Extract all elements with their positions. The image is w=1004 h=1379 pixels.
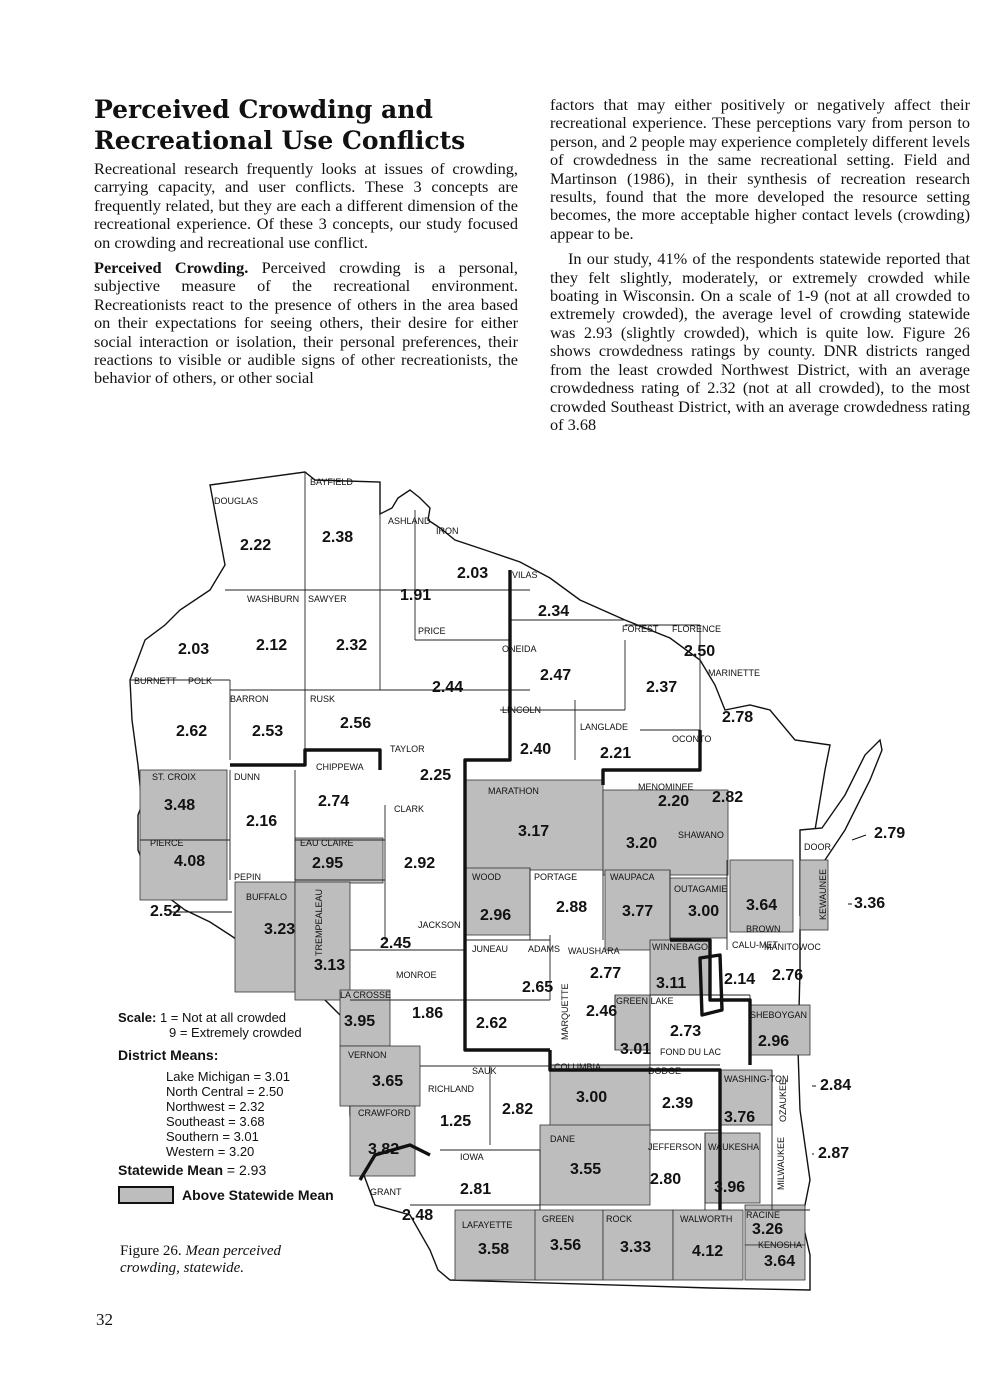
county-value-dodge: 2.39 — [662, 1095, 694, 1112]
county-value-marquette: 2.46 — [586, 1003, 618, 1020]
county-name-oconto: OCONTO — [672, 734, 712, 744]
intro-paragraph: Recreational research frequently looks at issues of crowding, carrying capacity, and user conflicts. These 3 concepts are frequently related, but they are each a different dimension of the recreational experience. Of these 3 concepts, our study focused on crowding and recreational use conflict. — [94, 159, 518, 252]
map-legend — [118, 1010, 348, 1204]
county-name-iowa: IOWA — [460, 1152, 484, 1162]
county-name-sheboygan: SHEBOYGAN — [750, 1010, 808, 1020]
county-value-st-croix: 3.48 — [164, 797, 196, 814]
county-name-lafayette: LAFAYETTE — [462, 1220, 513, 1230]
left-column — [94, 160, 518, 388]
county-name-shawano: SHAWANO — [678, 830, 724, 840]
county-name-lincoln: LINCOLN — [502, 705, 542, 715]
county-value-lafayette: 3.58 — [478, 1241, 510, 1258]
page-number: 32 — [96, 1310, 113, 1329]
county-value-winnebago: 3.11 — [656, 975, 687, 992]
county-name-washing-ton: WASHING-TON — [724, 1074, 789, 1084]
county-name-door: DOOR — [804, 842, 831, 852]
county-name-waushara: WAUSHARA — [568, 946, 620, 956]
section-heading — [94, 94, 514, 156]
county-name-la-crosse: LA CROSSE — [340, 990, 392, 1000]
county-value-marinette: 2.78 — [722, 709, 754, 726]
county-name-waukesha: WAUKESHA — [708, 1142, 760, 1152]
county-value-grant: 2.48 — [402, 1207, 434, 1224]
county-value-washburn: 2.12 — [256, 637, 288, 654]
county-value-calu-met: 2.14 — [724, 971, 756, 988]
district-item: Southeast = 3.68 — [166, 1114, 265, 1129]
county-name-outagamie: OUTAGAMIE — [674, 884, 728, 894]
county-name-portage: PORTAGE — [534, 872, 578, 882]
county-name-grant: GRANT — [370, 1187, 402, 1197]
heading-line-1: Perceived Crowding and — [94, 95, 433, 124]
county-name-vilas: VILAS — [512, 570, 538, 580]
above-mean-swatch — [118, 1186, 174, 1204]
county-value-crawford: 3.82 — [368, 1141, 400, 1158]
county-name-sauk: SAUK — [472, 1066, 497, 1076]
county-value-sawyer: 2.32 — [336, 637, 368, 654]
county-name-jackson: JACKSON — [418, 920, 461, 930]
county-value-chippewa: 2.74 — [318, 793, 350, 810]
county-name-adams: ADAMS — [528, 944, 561, 954]
county-value-polk: 2.62 — [176, 723, 208, 740]
county-value-green: 3.56 — [550, 1237, 582, 1254]
county-value-brown: 3.64 — [746, 897, 778, 914]
county-name-marquette: MARQUETTE — [560, 983, 570, 1040]
county-name-juneau: JUNEAU — [472, 944, 509, 954]
county-name-pepin: PEPIN — [234, 872, 262, 882]
county-value-portage: 2.88 — [556, 899, 588, 916]
county-value-waupaca: 3.77 — [622, 903, 654, 920]
county-name-green-lake: GREEN LAKE — [616, 996, 674, 1006]
county-value-outagamie: 3.00 — [688, 903, 720, 920]
county-value-lincoln: 2.40 — [520, 741, 552, 758]
county-name-ozaukee: OZAUKEE — [778, 1078, 788, 1122]
figure-caption — [120, 1243, 320, 1277]
county-value-vilas: 2.34 — [538, 603, 570, 620]
county-name-racine: RACINE — [746, 1210, 781, 1220]
county-name-fond-du-lac: FOND DU LAC — [660, 1047, 722, 1057]
county-name-calu-met: CALU-MET — [732, 940, 779, 950]
county-name-brown: BROWN — [746, 924, 781, 934]
county-value-burnett: 2.03 — [178, 641, 210, 658]
county-name-winnebago: WINNEBAGO — [652, 942, 709, 952]
county-value-forest: 2.37 — [646, 679, 678, 696]
county-name-green: GREEN — [542, 1214, 575, 1224]
county-value-dunn: 2.16 — [246, 813, 278, 830]
county-name-dunn: DUNN — [234, 772, 260, 782]
county-name-kenosha: KENOSHA — [758, 1240, 803, 1250]
county-name-polk: POLK — [188, 676, 213, 686]
county-value-sheboygan: 2.96 — [758, 1033, 790, 1050]
county-value-adams: 2.65 — [522, 979, 554, 996]
county-value-florence: 2.50 — [684, 643, 716, 660]
county-value-kewaunee: 3.36 — [854, 895, 886, 912]
county-name-walworth: WALWORTH — [680, 1214, 733, 1224]
factors-paragraph: factors that may either positively or negatively affect their recreational experience. These perceptions vary from person to person, and 2 people may experience completely different levels of crowdedness in the same recreational setting. Field and Martinson (1986), in their synthesis of recreation research results, found that the more developed the resource setting becomes, the more acceptable higher contact levels (crowding) appear to be. — [550, 95, 970, 243]
county-name-columbia: COLUMBIA — [554, 1062, 602, 1072]
county-value-price: 2.44 — [432, 679, 464, 696]
county-value-iron: 2.03 — [457, 565, 489, 582]
scale-9-text: 9 = Extremely crowded — [169, 1025, 302, 1040]
county-value-walworth: 4.12 — [692, 1243, 724, 1260]
right-column — [550, 96, 970, 434]
county-value-juneau: 2.62 — [476, 1015, 508, 1032]
county-name-waupaca: WAUPACA — [610, 872, 655, 882]
perceived-crowding-paragraph — [94, 259, 518, 388]
county-value-dane: 3.55 — [570, 1161, 602, 1178]
county-name-dane: DANE — [550, 1134, 576, 1144]
county-value-fond-du-lac: 2.73 — [670, 1023, 702, 1040]
county-value-waukesha: 3.96 — [714, 1179, 746, 1196]
county-value-vernon: 3.65 — [372, 1073, 404, 1090]
county-value-racine: 3.26 — [752, 1221, 784, 1238]
county-name-douglas: DOUGLAS — [214, 496, 259, 506]
county-name-monroe: MONROE — [396, 970, 437, 980]
county-value-douglas: 2.22 — [240, 537, 272, 554]
county-name-buffalo: BUFFALO — [246, 892, 288, 902]
county-name-jefferson: JEFFERSON — [648, 1142, 702, 1152]
statewide-mean-value: = 2.93 — [226, 1162, 267, 1178]
above-mean-label: Above Statewide Mean — [182, 1186, 334, 1203]
county-value-taylor: 2.25 — [420, 767, 452, 784]
above-mean-key — [118, 1186, 348, 1204]
county-fill-brown — [730, 860, 793, 932]
district-item: Western = 3.20 — [166, 1144, 255, 1159]
county-value-jackson: 2.45 — [380, 935, 412, 952]
county-value-sauk: 2.82 — [502, 1101, 534, 1118]
county-value-shawano: 3.20 — [626, 835, 658, 852]
county-value-bayfield: 2.38 — [322, 529, 354, 546]
county-value-oneida: 2.47 — [540, 667, 572, 684]
county-name-bayfield: BAYFIELD — [310, 477, 353, 487]
district-item: Lake Michigan = 3.01 — [166, 1069, 290, 1084]
county-name-wood: WOOD — [472, 872, 501, 882]
county-fill-pierce — [140, 840, 227, 900]
county-value-iowa: 2.81 — [460, 1181, 492, 1198]
county-name-price: PRICE — [418, 626, 446, 636]
county-value-oconto: 2.82 — [712, 789, 744, 806]
county-value-barron: 2.53 — [252, 723, 284, 740]
county-value-pepin: 2.52 — [150, 903, 182, 920]
statewide-mean — [118, 1163, 348, 1178]
county-name-rock: ROCK — [606, 1214, 633, 1224]
county-name-langlade: LANGLADE — [580, 722, 629, 732]
county-name-pierce: PIERCE — [150, 838, 184, 848]
county-name-iron: IRON — [436, 526, 459, 536]
figure-label: Figure 26. — [120, 1243, 182, 1259]
district-item: Northwest = 2.32 — [166, 1099, 265, 1114]
scale-label: Scale: — [118, 1010, 157, 1025]
county-name-marathon: MARATHON — [488, 786, 539, 796]
county-name-burnett: BURNETT — [134, 676, 177, 686]
county-name-oneida: ONEIDA — [502, 644, 537, 654]
county-value-trempealeau: 3.13 — [314, 957, 346, 974]
county-name-kewaunee: KEWAUNEE — [818, 868, 828, 920]
statewide-mean-label: Statewide Mean — [118, 1162, 224, 1178]
district-means-title: District Means: — [118, 1047, 219, 1063]
county-name-marinette: MARINETTE — [708, 668, 761, 678]
county-name-washburn: WASHBURN — [247, 594, 300, 604]
county-name-richland: RICHLAND — [428, 1084, 475, 1094]
county-name-taylor: TAYLOR — [390, 744, 425, 754]
study-paragraph: In our study, 41% of the respondents statewide reported that they felt slightly, moderately, or extremely crowded while boating in Wisconsin. On a scale of 1-9 (not at all crowded to extremely crowded), the average level of crowding statewide was 2.93 (slightly crowded), which is quite low. Figure 26 shows crowdedness ratings by county. DNR districts ranged from the least crowded Northwest District, with an average crowdedness rating of 2.32 (not at all crowded), to the most crowded Southeast District, with an average crowdedness rating of 3.68 — [550, 249, 970, 434]
county-value-buffalo: 3.23 — [264, 921, 296, 938]
county-value-ozaukee: 2.84 — [820, 1077, 852, 1094]
county-value-waushara: 2.77 — [590, 965, 622, 982]
county-value-washing-ton: 3.76 — [724, 1109, 756, 1126]
county-name-florence: FLORENCE — [672, 624, 722, 634]
county-value-monroe: 1.86 — [412, 1005, 444, 1022]
county-name-st-croix: ST. CROIX — [152, 772, 197, 782]
scale-1-text: 1 = Not at all crowded — [159, 1010, 287, 1025]
county-name-ashland: ASHLAND — [388, 516, 431, 526]
district-item: North Central = 2.50 — [166, 1084, 284, 1099]
perceived-crowding-lead: Perceived Crowding. — [94, 258, 249, 278]
county-value-langlade: 2.21 — [600, 745, 632, 762]
county-value-rock: 3.33 — [620, 1239, 652, 1256]
county-name-crawford: CRAWFORD — [358, 1108, 411, 1118]
county-value-wood: 2.96 — [480, 907, 512, 924]
county-name-clark: CLARK — [394, 804, 425, 814]
county-value-pierce: 4.08 — [174, 853, 206, 870]
county-value-richland: 1.25 — [440, 1113, 472, 1130]
county-name-milwaukee: MILWAUKEE — [776, 1136, 786, 1190]
county-value-jefferson: 2.80 — [650, 1171, 682, 1188]
heading-line-2: Recreational Use Conflicts — [94, 126, 466, 155]
county-value-kenosha: 3.64 — [764, 1253, 796, 1270]
county-value-rusk: 2.56 — [340, 715, 372, 732]
county-value-ashland: 1.91 — [400, 587, 432, 604]
county-value-menominee: 2.20 — [658, 793, 690, 810]
county-name-vernon: VERNON — [348, 1050, 387, 1060]
county-name-forest: FOREST — [622, 624, 659, 634]
figure-caption-text: Mean perceived crowding, statewide. — [120, 1243, 282, 1276]
county-value-green-lake: 3.01 — [620, 1041, 652, 1058]
county-name-chippewa: CHIPPEWA — [316, 762, 364, 772]
county-name-dodge: DODGE — [648, 1066, 682, 1076]
county-value-columbia: 3.00 — [576, 1089, 608, 1106]
county-name-trempealeau: TREMPEALEAU — [314, 888, 324, 956]
county-name-manitowoc: MANITOWOC — [764, 942, 821, 952]
county-value-marathon: 3.17 — [518, 823, 550, 840]
district-item: Southern = 3.01 — [166, 1129, 259, 1144]
county-value-manitowoc: 2.76 — [772, 967, 804, 984]
county-name-rusk: RUSK — [310, 694, 336, 704]
county-value-eau-claire: 2.95 — [312, 855, 344, 872]
district-list — [118, 1069, 348, 1159]
county-name-barron: BARRON — [230, 694, 269, 704]
county-value-milwaukee: 2.87 — [818, 1145, 850, 1162]
perceived-crowding-body: Perceived crowding is a personal, subjective measure of the recreational environment. Recreationists react to the presence of others in the area based on their expectations for seeing others, their desire for either social interaction or isolation, their personal preferences, their reactions to visible or audible signs of other recreationists, the behavior of others, or other social — [94, 258, 518, 388]
county-name-eau-claire: EAU CLAIRE — [300, 838, 354, 848]
callout-line — [852, 835, 866, 840]
county-name-sawyer: SAWYER — [308, 594, 347, 604]
county-value-clark: 2.92 — [404, 855, 436, 872]
county-value-la-crosse: 3.95 — [344, 1013, 376, 1030]
county-value-door: 2.79 — [874, 825, 906, 842]
county-name-menominee: MENOMINEE — [638, 782, 694, 792]
